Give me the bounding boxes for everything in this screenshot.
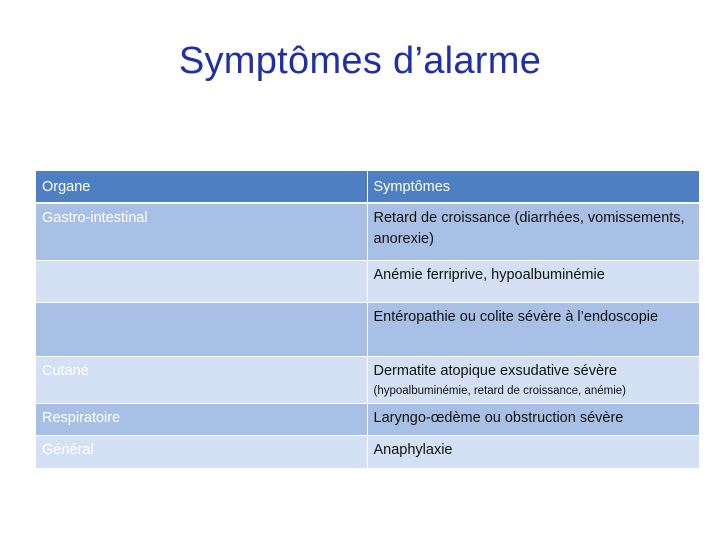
table-row [36,356,699,403]
symptom-cell: Anémie ferriprive, hypoalbuminémie [367,260,699,302]
organ-cell [36,302,367,356]
organ-cell [36,260,367,302]
table-row [36,302,699,356]
header-organ: Organe [36,171,367,203]
table-row [36,403,699,435]
organ-cell: Général [36,435,367,468]
table-row [36,260,699,302]
slide-title: Symptômes d’alarme [178,40,542,82]
symptom-cell: Retard de croissance (diarrhées, vomissements, anorexie) [367,203,699,260]
organ-cell: Cutané [36,356,367,403]
symptom-text: Dermatite atopique exsudative sévère [373,362,617,379]
table-row [36,435,699,468]
table-header-row [36,171,699,203]
symptom-note: (hypoalbuminémie, retard de croissance, anémie) [373,384,626,397]
alarm-symptoms-table [36,171,699,469]
organ-cell: Gastro-intestinal [36,203,367,260]
symptom-cell: Entéropathie ou colite sévère à l’endoscopie [367,302,699,356]
symptom-cell: Anaphylaxie [367,435,699,468]
organ-cell: Respiratoire [36,403,367,435]
symptom-cell: Laryngo-œdème ou obstruction sévère [367,403,699,435]
symptom-cell [367,356,699,403]
table-row [36,203,699,260]
header-symptoms: Symptômes [367,171,699,203]
